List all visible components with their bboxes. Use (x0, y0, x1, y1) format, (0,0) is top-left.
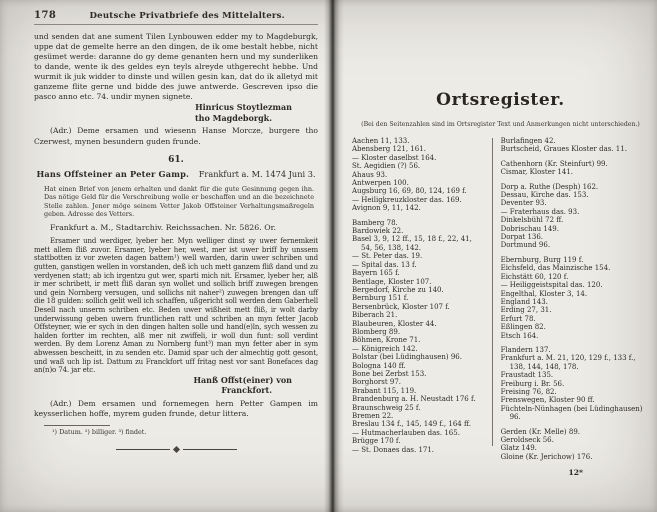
index-entry: Blaubeuren, Kloster 44. (352, 319, 437, 328)
index-entry: Deventer 93. (500, 199, 547, 208)
index-group (501, 183, 649, 250)
letter-61-number: 61. (168, 155, 184, 165)
index-entry: Bone bei Zerbst 153. (352, 369, 427, 378)
index-entry: Eichstätt 60, 120 f. (500, 272, 569, 281)
index-entry: Geroldseck 56. (500, 436, 554, 444)
right-page (342, 0, 657, 512)
index-entry: — Königreich 142. (352, 344, 418, 353)
index-group (501, 346, 649, 422)
index-entry: — Fraterhaus das. 93. (500, 207, 580, 216)
index-entry: Gerden (Kr. Melle) 89. (500, 427, 581, 436)
index-entry: Bolstar (bei Lüdinghausen) 96. (352, 353, 462, 362)
index-entry: Erfurt 78. (500, 314, 536, 323)
index-entry: Dinkelsbühl 72 ff. (500, 216, 564, 225)
book-gutter-shadow (324, 0, 344, 512)
left-page (0, 0, 328, 512)
header-rule (34, 24, 318, 25)
index-entry: Blomberg 89. (352, 327, 401, 336)
section-divider (34, 447, 318, 452)
diamond-ornament-icon (172, 446, 179, 453)
index-entry: Dobrischau 149. (500, 224, 559, 233)
column-divider-rule (492, 138, 493, 446)
index-entry: Bamberg 78. (352, 218, 398, 227)
index-group (501, 428, 649, 462)
letter-61-body: Ersamer und werdiger, lyeber her. Myn welliger dinst sy uwer fernemkeit mett allem fliß zuvor. Ersamer, lyeber her, west, mer ist uwer briff by unssem stattbotten iz vor zweten dagen battem¹) well warden, darin uwer schriben und gutten, ganstigen wellen in vorstanden, deß ich uch mett ganzem fliß dand und zu verdyenen statt; ab ich irgentzu gut wer, sparti mich nit. Ersamer, lyeber her, alß ir mer schribett, ir mett fliß daran syn wollet und sollich briff zuwegen brengen und gein Nornberg versugen, und sollichs nit naher²) zuwegen brengen dan uff die 18 gulden: sollich gelit well ich schaffen, ußgericht soll werden dem Gaberhell Desell nach unserm schriben etc. Beden uwer wißheit mett fliß, ir wolt darby underwissung geben uwern fruntlichen ratt und schriben an myn fetter Jacob Offsteyner, wie er sych in den dingen halten solle und hand(e)ln, sych wessen zu halden fortter im rechten, alß mer nit zwiffeli, ir woll dun funt: soll verdint werden. By dem Lorenz Aman zu Nornberg funt³) man myn fetter aber in sym abwessen bescheitt, in zu senden etc. Damid spar uch der almechtig gott gesont, und waß uch lip ist. Dattum zu Franckfort uff fritag nest vor sant Bonefaces dag an(n)o 74. jar etc. (34, 237, 318, 375)
index-entry: Bersenbrück, Kloster 107 f. (352, 302, 450, 311)
index-group (352, 219, 485, 454)
running-title: Deutsche Privatbriefe des Mittelalters. (89, 11, 285, 21)
letter-61-address: (Adr.) Dem ersamen und fornemegen hern Petter Gampen im keysserlichen hoffe, myrem guden frunde, detur littera. (34, 398, 318, 419)
page-header (34, 10, 318, 21)
register-columns (352, 137, 649, 467)
index-entry: Bernburg 151 f. (352, 294, 409, 303)
index-entry: Eßlingen 82. (500, 323, 546, 332)
letter-60-body: und senden dat ane sument Tilen Lynbouwen edder my to Magdeburgk, uppe dat de gemelte herre an den dingen, de ik ome bestalt hebbe, nicht gesümet werde: daranne do gy deme genanten hern und my sunderliken to dande, wente ik des geldes eyn teyls alreyde uthgerecht hebbe. Und wurmit ik juk widder to dinste und willen gesin kan, dat do ik alletyd mit ganzeme flite gerne und bidde des juwe antwerde. Gescreven ipso die pasco anno etc. 74. undir mynen signete. (34, 32, 318, 101)
index-entry: Breslau 134 f., 145, 149 f., 164 ff. (352, 420, 471, 429)
divider-line-right (183, 449, 237, 450)
index-entry: — Hutmacherlauben das. 165. (352, 428, 460, 437)
index-entry: Dessau, Kirche das. 153. (500, 191, 589, 200)
page-number: 178 (34, 10, 57, 21)
index-entry: Brügge 170 f. (352, 437, 401, 446)
letter-61-title: Hans Offsteiner an Peter Gamp. (36, 169, 190, 179)
footnote-rule (44, 425, 110, 426)
index-entry: Abensberg 121, 161. (352, 145, 426, 154)
letter-60-signature-name: Hinricus Stoytlezman (195, 102, 292, 112)
index-entry: Cathenhorn (Kr. Steinfurt) 99. (500, 159, 608, 168)
index-entry: Augsburg 16, 69, 80, 124, 169 f. (352, 187, 467, 196)
index-entry: Bayern 165 f. (352, 269, 400, 278)
index-entry: Bremen 22. (352, 412, 394, 420)
index-entry: Brabant 115, 119. (352, 386, 417, 395)
letter-61-heading (34, 169, 318, 179)
register-subtitle: (Bei den Seitenzahlen sind im Ortsregister Text und Anmerkungen nicht unterschieden.) (361, 121, 640, 128)
index-entry: Bologna 140 ff. (352, 361, 406, 370)
register-column-left (352, 137, 492, 467)
index-entry: Aachen 11, 133. (352, 137, 410, 145)
index-entry: Borghorst 97. (352, 378, 402, 387)
index-group (501, 137, 649, 154)
index-entry: Erding 27, 31. (500, 306, 552, 315)
index-entry: Glatz 149. (500, 444, 537, 453)
index-entry: Böhmen, Krone 71. (352, 336, 421, 345)
index-entry: Eichsfeld, das Mainzische 154. (500, 264, 611, 273)
index-entry: Dorpat 136. (500, 233, 544, 242)
index-entry: Füchteln-Nünhagen (bei Lüdinghausen) 96. (500, 404, 643, 422)
index-entry: Bentlage, Kloster 107. (352, 277, 432, 286)
index-entry: Freiburg i. Br. 56. (500, 379, 565, 388)
index-group (501, 160, 649, 177)
index-entry: Braunschweig 25 f. (352, 403, 421, 412)
index-entry: Flandern 137. (500, 345, 551, 354)
letter-60-signature-place: tho Magdeborgk. (194, 112, 272, 123)
index-entry: Frankfurt a. M. 21, 120, 129 f., 133 f., 138, 144, 148, 178. (500, 354, 636, 371)
index-entry: England 143. (500, 297, 548, 306)
index-entry: Ebernburg, Burg 119 f. (500, 255, 584, 264)
index-entry: Freising 76, 82. (500, 387, 557, 396)
index-group (501, 256, 649, 340)
letter-61-source: Frankfurt a. M., Stadtarchiv. Reichssachen. Nr. 5826. Or. (50, 223, 276, 233)
index-entry: Burlafingen 42. (500, 137, 556, 145)
index-entry: Etsch 164. (500, 331, 539, 340)
index-entry: Fraustadt 135. (500, 371, 554, 380)
index-entry: St. Aegidien (?) 56. (352, 162, 421, 171)
index-entry: Basel 3, 9, 12 ff., 15, 18 f., 22, 41, 54, 56, 138, 142. (352, 235, 472, 252)
index-entry: Avignon 9, 11, 142. (352, 204, 421, 213)
index-entry: — Heiliggeistspital das. 120. (500, 281, 603, 290)
letter-61-signature-place: Franckfort. (221, 385, 272, 396)
sheet-signature-mark: 12* (568, 468, 583, 478)
index-entry: — Spital das. 13 f. (352, 260, 417, 269)
index-entry: — Kloster daselbst 164. (352, 153, 437, 162)
letter-61-regest: Hat einen Brief von jenem erhalten und dankt für die gute Gesinnung gegen ihn. Das nötige Geld für die Verschreibung wolle er beschaffen und an die bezeichnete Stelle zahlen. Jener möge seinem Vetter Jakob Offsteiner Verhaltungsmaßregeln geben. Adresse des Vetters. (44, 185, 314, 218)
index-entry: Cismar, Kloster 141. (500, 168, 573, 177)
letter-61-signature-name: Hanß Offst(einer) von (193, 374, 292, 385)
index-entry: Ahaus 93. (352, 170, 388, 179)
letter-61-date: Frankfurt a. M. 1474 Juni 3. (198, 169, 316, 179)
index-entry: Biberach 21. (352, 311, 398, 320)
index-entry: Dorp a. Ruthe (Desph) 162. (500, 182, 599, 191)
index-entry: Antwerpen 100. (352, 179, 409, 188)
index-group (352, 137, 485, 213)
index-entry: Bardowiek 22. (352, 227, 404, 236)
index-entry: Gloine (Kr. Jerichow) 176. (500, 452, 593, 461)
index-entry: Brandenburg a. H. Neustadt 176 f. (352, 395, 476, 404)
index-entry: — St. Peter das. 19. (352, 252, 423, 261)
index-entry: Engelthal, Kloster 3, 14. (500, 289, 588, 298)
index-entry: — Heiligkreuzkloster das. 169. (352, 195, 462, 204)
divider-line-left (116, 449, 170, 450)
index-entry: Bergedorf, Kirche zu 140. (352, 285, 444, 294)
footnotes: ¹) Datum. ²) billiger. ³) findet. (52, 427, 147, 436)
index-entry: Dortmund 96. (500, 241, 551, 250)
index-entry: Burtscheid, Graues Kloster das. 11. (500, 145, 627, 154)
index-entry: Frenswegen, Kloster 90 ff. (500, 396, 595, 405)
register-column-right (492, 137, 649, 467)
register-title: Ortsregister. (436, 90, 565, 110)
letter-60-address: (Adr.) Deme ersamen und wiesenn Hanse Morcze, burgere tho Czerwest, mynen besundern guden frunde. (34, 126, 318, 146)
index-entry: — St. Donaes das. 171. (352, 445, 435, 454)
